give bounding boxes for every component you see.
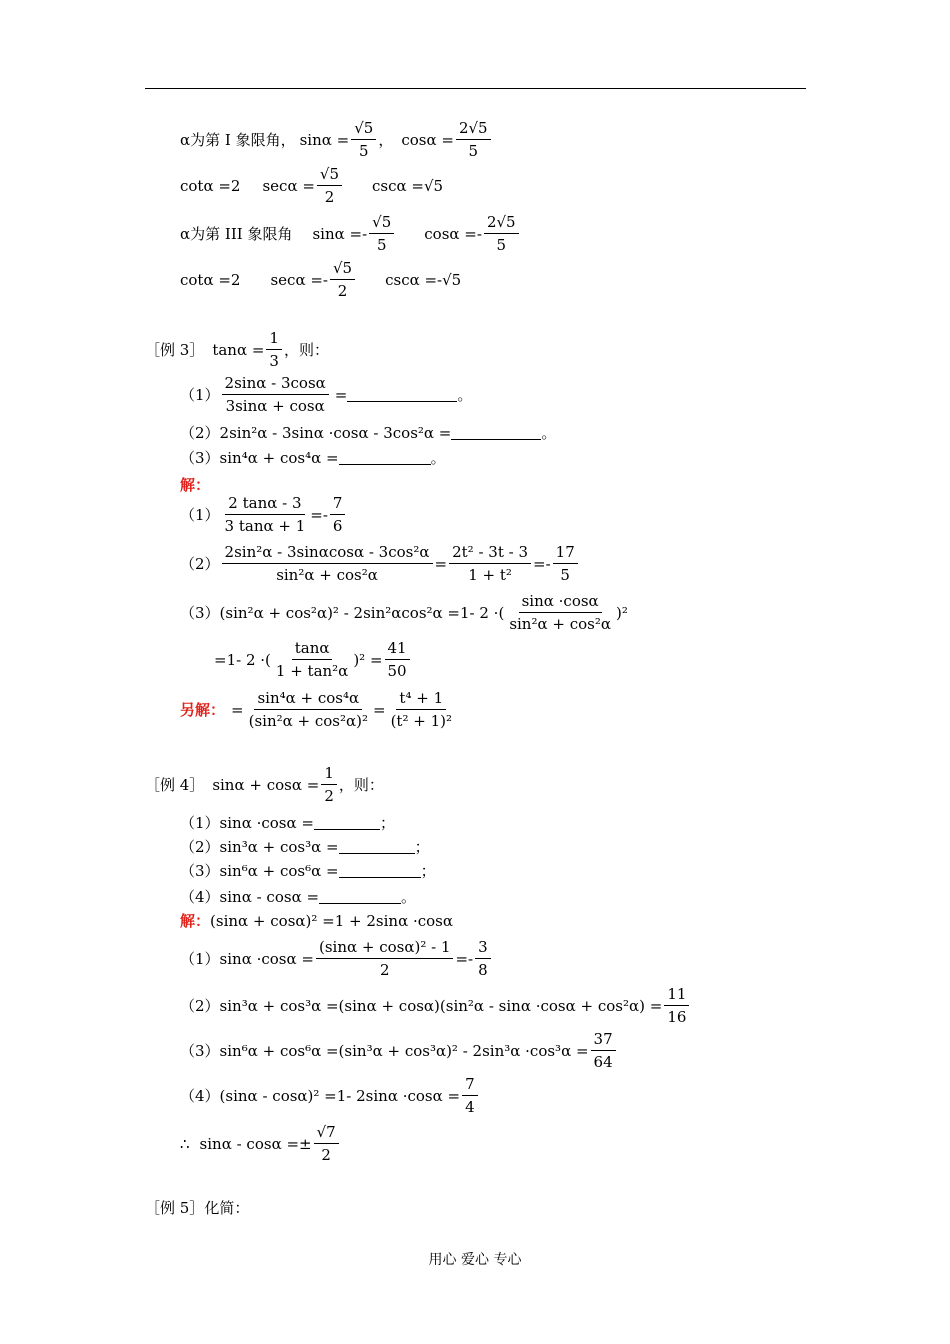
example-3-heading: ［例 3］ tanα = $\frac{1}{3}$ ，则： (145, 329, 329, 370)
cos-fraction: $\frac{2√5}{5}$ (484, 212, 519, 255)
cos-label: cosα =- (424, 224, 482, 243)
quadrant-1-line-2 (180, 164, 443, 207)
ex3-alternative-solution: 另解： = $\frac{\text{sin⁴α + cos⁴α}}{\text{(sin²α + cos²α)²}}$ = $\frac{\text{t⁴ + 1}}{\text{(t² + 1)²}}$ (180, 689, 452, 730)
quadrant-3-line-2 (180, 258, 461, 301)
therefore-symbol: ∴ (180, 1134, 190, 1153)
answer-blank (347, 387, 457, 402)
quadrant-1-lead: α为第 I 象限角， (180, 131, 296, 149)
cos-label: cosα = (401, 130, 454, 149)
answer-blank (339, 863, 421, 878)
ex3-problem-1: （1） $\frac{2\sin\alpha - 3\cos\alpha}{3\sin\alpha + \cos\alpha}$ = 。 (180, 374, 473, 415)
condition-fraction: $\frac{1}{2}$ (321, 763, 337, 806)
ex4-solution-1: （1） sinα ·cosα = $\frac{\text{(sinα + cosα)² - 1}}{2}$ =- $\frac{3}{8}$ (180, 937, 493, 980)
condition-fraction: $\frac{1}{3}$ (266, 328, 282, 371)
sec-label: secα = (262, 176, 315, 195)
sin-label: sinα =- (312, 224, 368, 243)
ex3-solution-1: （1） $\frac{2 \tan\alpha - 3}{3 \tan\alpha + 1}$ =- $\frac{7}{6}$ (180, 493, 347, 536)
answer-blank (339, 450, 431, 465)
alt-solution-label: 另解： (180, 701, 226, 719)
sin-fraction: $\frac{√5}{5}$ (369, 212, 394, 255)
csc-value: cscα =-√5 (385, 270, 462, 289)
ex4-solution-4: （4） (sinα - cosα)² =1- 2sinα ·cosα = $\frac{7}{4}$ (180, 1074, 480, 1117)
csc-value: cscα =√5 (372, 176, 444, 195)
ex4-problem-4: （4） sinα - cosα = 。 (180, 887, 417, 906)
quadrant-3-line (180, 212, 521, 255)
ex3-problem-3: （3） sin⁴α + cos⁴α = 。 (180, 448, 446, 467)
ex4-therefore: ∴ sinα - cosα =± $\frac{√7}{2}$ (180, 1122, 341, 1165)
sin-fraction: $\frac{√5}{5}$ (351, 118, 376, 161)
ex4-problem-3: （3） sin⁶α + cos⁶α = ； (180, 861, 436, 880)
quadrant-1-line: α为第 I 象限角， sinα = $\frac{√5}{5}$ ， cosα = $\frac{2√5}{5}$ (180, 118, 493, 161)
cos-fraction: $\frac{2√5}{5}$ (456, 118, 491, 161)
answer-blank (451, 425, 541, 440)
sec-label: secα =- (270, 270, 328, 289)
ex4-solution-2: （2） sin³α + cos³α =(sinα + cosα)(sin²α - sinα ·cosα + cos²α) = $\frac{11}{16}$ (180, 984, 691, 1027)
ex4-solution-intro: 解： (sinα + cosα)² =1 + 2sinα ·cosα (180, 911, 453, 930)
ex4-solution-3: （3） sin⁶α + cos⁶α =(sin³α + cos³α)² - 2sin³α ·cos³α = $\frac{37}{64}$ (180, 1029, 618, 1072)
ex3-problem-2: （2） 2sin²α - 3sinα ·cosα - 3cos²α = 。 (180, 423, 557, 442)
ex3-solution-2: （2） $\frac{\text{2sin²α - 3sinαcosα - 3cos²α}}{\text{sin²α + cos²α}}$ = $\frac{\text{2t² - 3t - 3}}{\text{1 + t²}}$ =- $\frac{17}{5}$ (180, 542, 580, 585)
cot-value: cotα =2 (180, 270, 241, 289)
sec-fraction: $\frac{√5}{2}$ (317, 164, 342, 207)
cot-value: cotα =2 (180, 176, 241, 195)
example-label: ［例 5］ (145, 1199, 205, 1217)
ex3-solution-3-cont: =1- 2 ·( $\frac{\tan\alpha}{\text{1 + tan²α}}$ )² = $\frac{41}{50}$ (214, 638, 412, 681)
solution-label: 解： (180, 476, 211, 494)
answer-blank (339, 839, 415, 854)
ex4-problem-1: （1） sinα ·cosα = ； (180, 813, 395, 832)
ex4-problem-2: （2） sin³α + cos³α = ； (180, 837, 430, 856)
answer-blank (319, 889, 401, 904)
sin-label: sinα = (299, 130, 350, 149)
header-rule (145, 88, 806, 89)
example-5-heading: ［例 5］ 化简： (145, 1199, 250, 1217)
example-4-heading: ［例 4］ sinα + cosα = $\frac{1}{2}$ ，则： (145, 764, 384, 805)
sec-fraction: $\frac{√5}{2}$ (330, 258, 355, 301)
example-label: ［例 4］ (145, 776, 205, 794)
answer-blank (314, 815, 380, 830)
solution-label: 解： (180, 912, 211, 930)
example-label: ［例 3］ (145, 341, 205, 359)
ex3-solution-3: （3） (sin²α + cos²α)² - 2sin²αcos²α =1- 2 ·( $\frac{\sin\alpha \cdot\cos\alpha}{\text{sin²α + cos²α}}$ )² (180, 592, 628, 633)
page-footer: 用心 爱心 专心 (428, 1252, 522, 1268)
quadrant-3-lead: α为第 III 象限角 (180, 225, 293, 243)
